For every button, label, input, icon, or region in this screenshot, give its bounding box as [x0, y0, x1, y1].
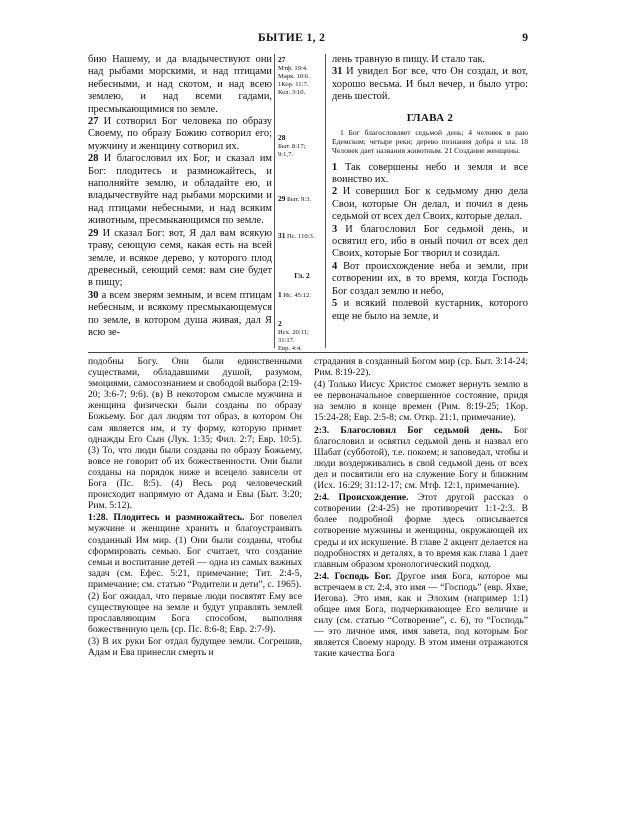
verse-text: 4 Вот происхождение неба и земли, при сотворении их, в то время, когда Господь Бог создал землю и небо,	[332, 260, 528, 297]
study-note: 1:28. Плодитесь и размножайтесь. Бог повелел мужчине и женщине хранить и благоустраивать созданный Им мир. (1) Они были созданы, чтобы сформировать семью. Бог считает, что создание семьи и воспитание детей — одна из самых важных задач (см. Ефес. 5:21, примечание; Тит. 2:4-5, примечание; см. статью “Родители и дети”, с. 1965).	[88, 512, 302, 590]
section-divider	[88, 352, 528, 353]
chapter-summary: 1 Бог благословляет седьмой день; 4 человек в раю Едемском; четыре реки; дерево познания добра и зла. 18 Человек дает названия животным. 21 Создание женщины.	[332, 128, 528, 156]
verse-number: 1	[332, 161, 345, 173]
cross-reference: 2 Исх. 20:11; 31:17. Евр. 4:4.	[278, 319, 309, 352]
verse-number: 4	[332, 260, 344, 272]
verse-text: 31 И увидел Бог все, что Он создал, и вот, хорошо весьма. И был вечер, и было утро: день шестой.	[332, 66, 528, 103]
cross-reference: 31 Пс. 110:3.	[278, 231, 315, 240]
scripture-right-column	[332, 54, 528, 323]
cross-reference: 29 Быт. 9:3.	[278, 194, 312, 203]
verse-number: 5	[332, 298, 344, 310]
study-notes-right-column	[314, 356, 528, 661]
note-heading: 1:28. Плодитесь и размножайтесь.	[88, 512, 245, 524]
note-heading: 2:3. Благословил Бог седьмой день.	[314, 424, 503, 436]
study-note: (4) Только Иисус Христос сможет вернуть землю в ее первоначальное совершенное состояние, придя на землю в конце времен (Рим. 8:19-25; 1Кор. 15:24-28; Евр. 2:5-8; см. Откр. 21:1, примечание).	[314, 379, 528, 424]
scripture-left-column	[88, 54, 272, 339]
scripture-section	[88, 54, 529, 352]
verse-text: 5 и всякий полевой кустарник, которого еще не было на земле, и	[332, 298, 528, 322]
verse-number: 29	[88, 227, 103, 239]
study-note: 2:3. Благословил Бог седьмой день. Бог благословил и освятил седьмой день и назвал его Шабат (субботой), т.е. покоем; и заповедал, чтобы и люди воздерживались в свой седьмой день от всех дел и посвятили его на служение Богу и ближним (Исх. 16:29; 31:12-17; см. Мтф. 12:1, примечание).	[314, 424, 528, 492]
study-note: 2:4. Господь Бог. Другое имя Бога, которое мы встречаем в ст. 2:4, это имя — “Господь” (евр. Яхве, Иегова). Это имя, как и Элохим (например 1:1) общее имя Бога, подчеркивающее Его величие и силу (см. статью “Сотворение”, с. 6), то “Господь” — это личное имя, имя завета, под которым Бог является Своему народу. В этом имени отражаются такие качества Бога	[314, 570, 528, 660]
note-heading: 2:4. Происхождение.	[314, 492, 409, 504]
cross-reference-column	[274, 54, 326, 352]
cross-reference: 28 Быт. 8:17; 9:1,7.	[278, 133, 306, 158]
cross-reference: 27 Мтф. 19:4. Марк. 10:6. 1Кор. 11:7. Кол. 3:10.	[278, 55, 310, 96]
verse-text: бию Нашему, и да владычествуют они над рыбами морскими, и над птицами небесными, и над скотом, и над всею землею, и над всеми гадами, пресмыкающимися по земле.	[88, 54, 272, 115]
verse-text: 3 И благословил Бог седьмой день, и освятил его, ибо в оный почил от всех дел Своих, которые Бог творил и созидал.	[332, 223, 528, 260]
verse-text: 28 И благословил их Бог, и сказал им Бог: плодитесь и размножайтесь, и наполняйте землю, и обладайте ею, и владычествуйте над рыбами морскими и над птицами небесными, и над всяким животным, пресмыкающимся по земле.	[88, 153, 272, 227]
note-heading: 2:4. Господь Бог.	[314, 570, 392, 582]
verse-text: 30 а всем зверям земным, и всем птицам небесным, и всякому пресмыкающемуся по земле, в котором душа живая, дал Я всю зе-	[88, 289, 272, 338]
study-note: подобны Богу. Они были единственными существами, обладавшими душой, разумом, эмоциями, самосознанием и свободой выбора (2:19-20; 3:6-7; 9:6). (в) В некотором смысле мужчина и женщина физически были созданы по образу Божьему. Бог дал людям тот образ, в котором Он сам является им, и ту форму, которую примет однажды Его Сын (Лук. 1:35; Фил. 2:7; Евр. 10:5). (3) То, что люди были созданы по образу Божьему, вовсе не говорит об их божественности. Они были созданы на порядок ниже и всецело зависели от Бога (Пс. 8:5). (4) Весь род человеческий происходит напрямую от Адама и Евы (Быт. 3:20; Рим. 5:12).	[88, 356, 302, 512]
page-number: 9	[522, 32, 528, 44]
verse-number: 28	[88, 153, 104, 165]
verse-text: лень травную в пищу. И стало так.	[332, 54, 486, 65]
study-notes-section	[88, 356, 528, 826]
verse-number: 31	[332, 66, 347, 78]
verse-text: 1 Так совершены небо и земля и все воинство их.	[332, 161, 528, 186]
study-note: (2) Бог ожидал, что первые люди посвятят Ему все существующее на земле и будут управлять землей прославляющим Бога способом, выполняя божественную цель (ср. Пс. 8:6-8; Евр. 2:7-9).	[88, 590, 302, 636]
study-notes-left-column	[88, 356, 302, 660]
page-header	[88, 32, 528, 48]
cross-reference: 1 Ис. 45:12.	[278, 290, 312, 299]
verse-number: 3	[332, 223, 346, 235]
verse-number: 27	[88, 116, 104, 128]
verse-text: 29 И сказал Бог: вот, Я дал вам всякую траву, сеющую семя, какая есть на всей земле, и всякое дерево, у которого плод древесный, сеющий семя: вам сие будет в пищу;	[88, 227, 272, 289]
verse-number: 30	[88, 289, 102, 301]
verse-number: 2	[332, 186, 343, 198]
verse-text: 27 И сотворил Бог человека по образу Своему, по образу Божию сотворил его; мужчину и женщину сотворил их.	[88, 116, 272, 152]
chapter-heading: ГЛАВА 2	[406, 111, 454, 124]
verse-text: 2 И совершил Бог к седьмому дню дела Свои, которые Он делал, и почил в день седьмой от всех дел Своих, которые делал.	[332, 186, 529, 223]
study-note: страдания в созданный Богом мир (ср. Быт. 3:14-24; Рим. 8:19-22).	[314, 356, 528, 379]
running-title: БЫТИЕ 1, 2	[258, 32, 326, 44]
study-note: 2:4. Происхождение. Этот другой рассказ о сотворении (2:4-25) не противоречит 1:1-2:3. В более подробной форме здесь описывается сотворение мужчины и женщины, окружающей их среды и их искушение. В главе 2 акцент делается на подробностях и деталях, в то время как глава 1 дает главным образом хронологический подход.	[314, 492, 529, 570]
chapter-reference-label: Гл. 2	[294, 271, 310, 280]
study-note: (3) В их руки Бог отдал будущее земли. Согрешив, Адам и Ева принесли смерть и	[88, 636, 302, 659]
